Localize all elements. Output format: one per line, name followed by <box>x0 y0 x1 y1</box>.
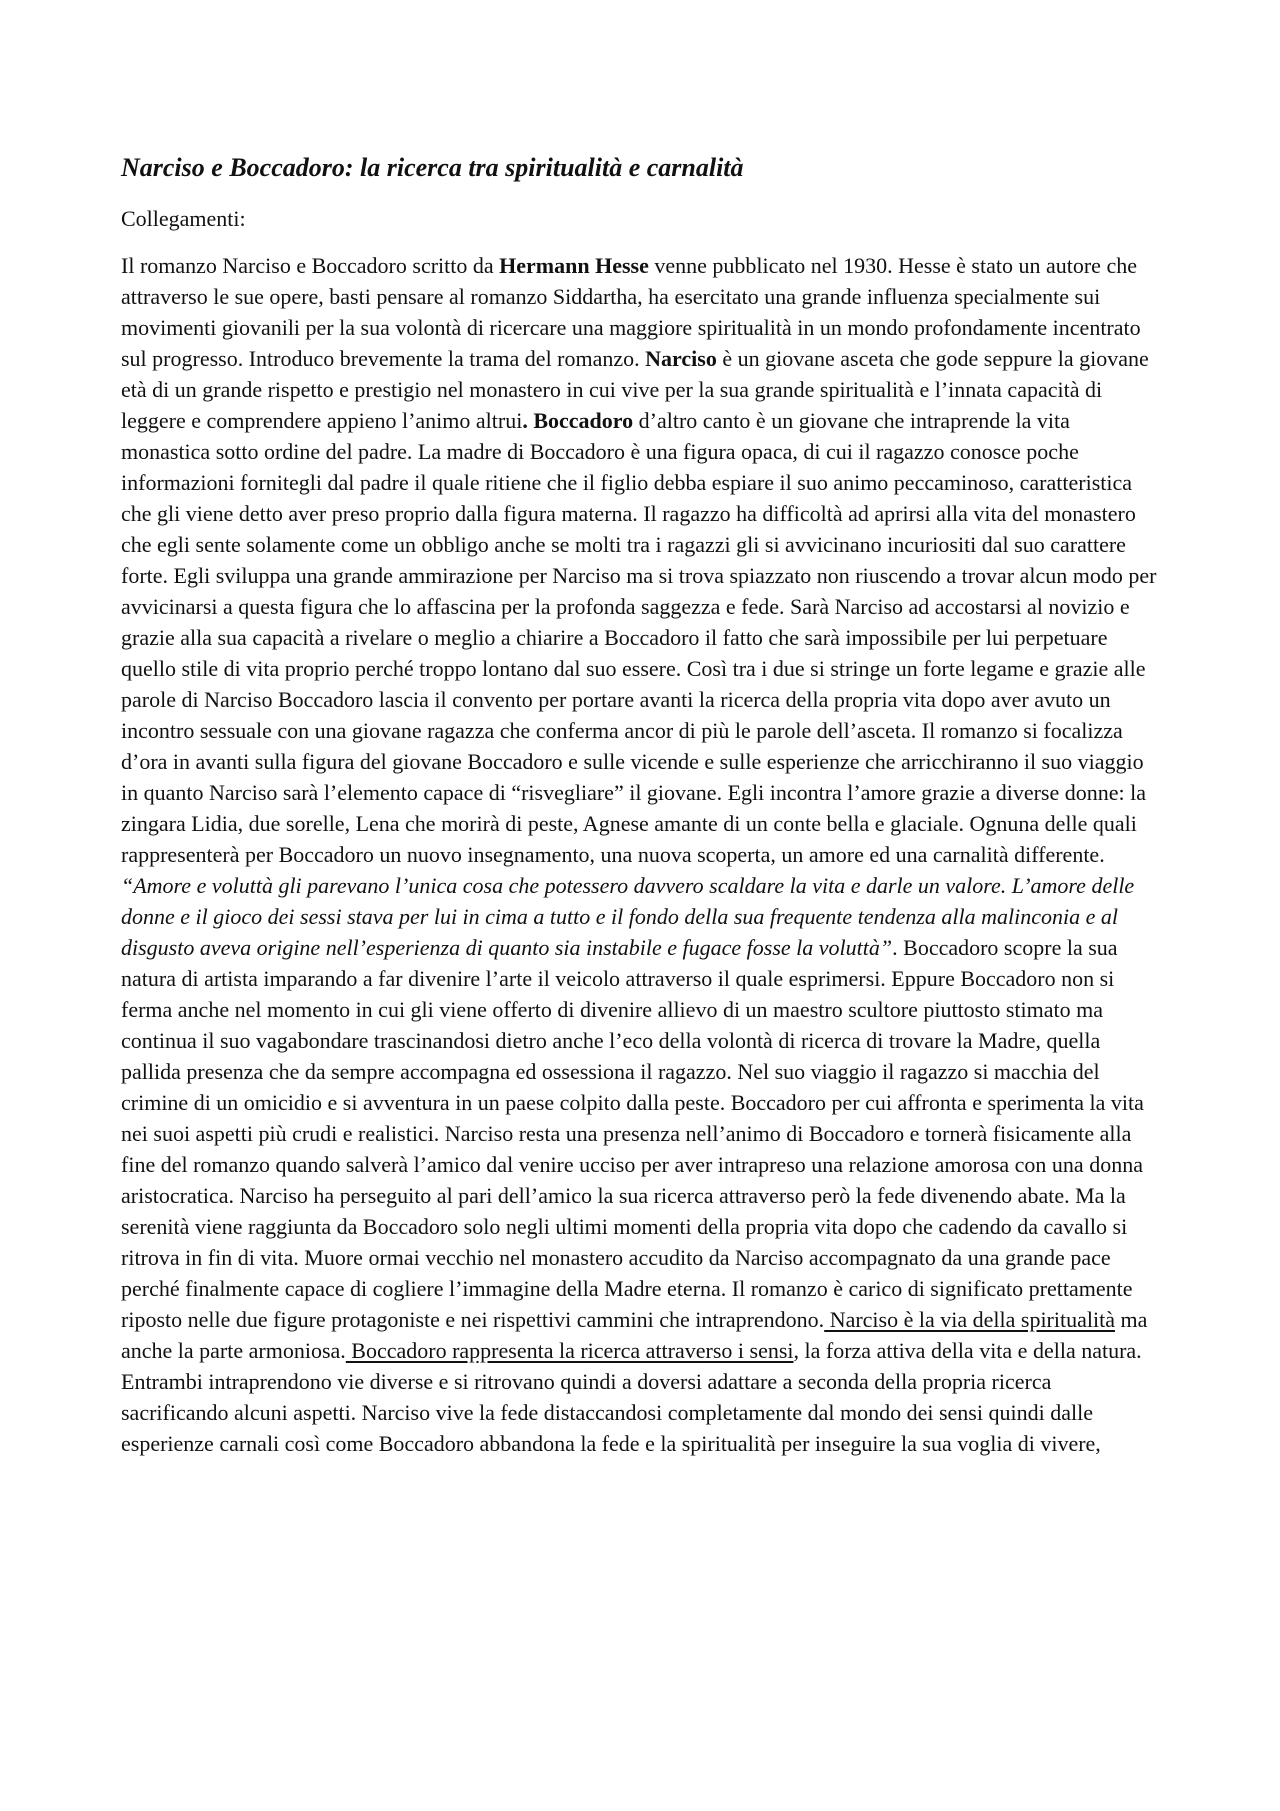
body-paragraph <box>121 250 1161 1459</box>
body-text-run: , la forza attiva della vita e della natura. Entrambi intraprendono vie diverse e si ritrovano quindi a doversi adattare a seconda della propria ricerca sacrificando alcuni aspetti. Narciso vive la fede distaccandosi completamente dal mondo dei sensi quindi dalle esperienze carnali così come Boccadoro abbandona la fede e la spiritualità per inseguire la sua voglia di vivere, <box>121 1338 1142 1456</box>
section-subheading: Collegamenti: <box>121 206 246 231</box>
page-title: Narciso e Boccadoro: la ricerca tra spiritualità e carnalità <box>121 153 744 182</box>
italic-quote: “Amore e voluttà gli parevano l’unica cosa che potessero davvero scaldare la vita e darle un valore. L’amore delle donne e il gioco dei sessi stava per lui in cima a tutto e il fondo della sua frequente tendenza alla malinconia e al disgusto aveva origine nell’esperienza di quanto sia instabile e fugace fosse la voluttà” <box>121 873 1135 960</box>
bold-text: Narciso <box>645 346 717 371</box>
document-page <box>121 150 1161 1459</box>
body-text-run: . Boccadoro scopre la sua natura di artista imparando a far divenire l’arte il veicolo attraverso il quale esprimersi. Eppure Boccadoro non si ferma anche nel momento in cui gli viene offerto di divenire allievo di un maestro scultore piuttosto stimato ma continua il suo vagabondare trascinandosi dietro anche l’eco della volontà di ricerca di trovare la Madre, quella pallida presenza che da sempre accompagna ed ossessiona il ragazzo. Nel suo viaggio il ragazzo si macchia del crimine di un omicidio e si avventura in un paese colpito dalla peste. Boccadoro per cui affronta e sperimenta la vita nei suoi aspetti più crudi e realistici. Narciso resta una presenza nell’animo di Boccadoro e tornerà fisicamente alla fine del romanzo quando salverà l’amico dal venire ucciso per aver intrapreso una relazione amorosa con una donna aristocratica. Narciso ha perseguito al pari dell’amico la sua ricerca attraverso però la fede divenendo abate. Ma la serenità viene raggiunta da Boccadoro solo negli ultimi momenti della propria vita dopo che cadendo da cavallo si ritrova in fin di vita. Muore ormai vecchio nel monastero accudito da Narciso accompagnato da una grande pace perché finalmente capace di cogliere l’immagine della Madre eterna. Il romanzo è carico di significato prettamente riposto nelle due figure protagoniste e nei rispettivi cammini che intraprendono. <box>121 935 1144 1332</box>
bold-text: . Boccadoro <box>522 408 634 433</box>
body-text-run: d’altro canto è un giovane che intraprende la vita monastica sotto ordine del padre. La madre di Boccadoro è una figura opaca, di cui il ragazzo conosce poche informazioni fornitegli dal padre il quale ritiene che il figlio debba espiare il suo animo peccaminoso, caratteristica che gli viene detto aver preso proprio dalla figura materna. Il ragazzo ha difficoltà ad aprirsi alla vita del monastero che egli sente solamente come un obbligo anche se molti tra i ragazzi gli si avvicinano incuriositi dal suo carattere forte. Egli sviluppa una grande ammirazione per Narciso ma si trova spiazzato non riuscendo a trovar alcun modo per avvicinarsi a questa figura che lo affascina per la profonda saggezza e fede. Sarà Narciso ad accostarsi al novizio e grazie alla sua capacità a rivelare o meglio a chiarire a Boccadoro il fatto che sarà impossibile per lui perpetuare quello stile di vita proprio perché troppo lontano dal suo essere. Così tra i due si stringe un forte legame e grazie alle parole di Narciso Boccadoro lascia il convento per portare avanti la ricerca della propria vita dopo aver avuto un incontro sessuale con una giovane ragazza che conferma ancor di più le parole dell’asceta. Il romanzo si focalizza d’ora in avanti sulla figura del giovane Boccadoro e sulle vicende e sulle esperienze che arricchiranno il suo viaggio in quanto Narciso sarà l’elemento capace di “risvegliare” il giovane. Egli incontra l’amore grazie a diverse donne: la zingara Lidia, due sorelle, Lena che morirà di peste, Agnese amante di un conte bella e glaciale. Ognuna delle quali rappresenterà per Boccadoro un nuovo insegnamento, una nuova scoperta, un amore ed una carnalità differente. <box>121 408 1157 867</box>
body-text-run: venne pubblicato nel 1930. Hesse è stato un autore che attraverso le sue opere, basti pensare al romanzo Siddartha, ha esercitato una grande influenza specialmente sui movimenti giovanili per la sua volontà di ricercare una maggiore spiritualità in un mondo profondamente incentrato sul progresso. Introduco brevemente la trama del romanzo. <box>121 253 1141 371</box>
body-text-run: è un giovane asceta che gode seppure la giovane età di un grande rispetto e prestigio nel monastero in cui vive per la sua grande spiritualità e l’innata capacità di leggere e comprendere appieno l’animo altrui <box>121 346 1149 433</box>
underlined-text: Boccadoro rappresenta la ricerca attraverso i sensi <box>345 1338 794 1363</box>
body-text-run: Il romanzo Narciso e Boccadoro scritto da <box>121 253 500 278</box>
body-text-run: ma anche la parte armoniosa. <box>121 1307 1148 1363</box>
bold-text: Hermann Hesse <box>499 253 649 278</box>
underlined-text: Narciso è la via della spiritualità <box>824 1307 1115 1332</box>
